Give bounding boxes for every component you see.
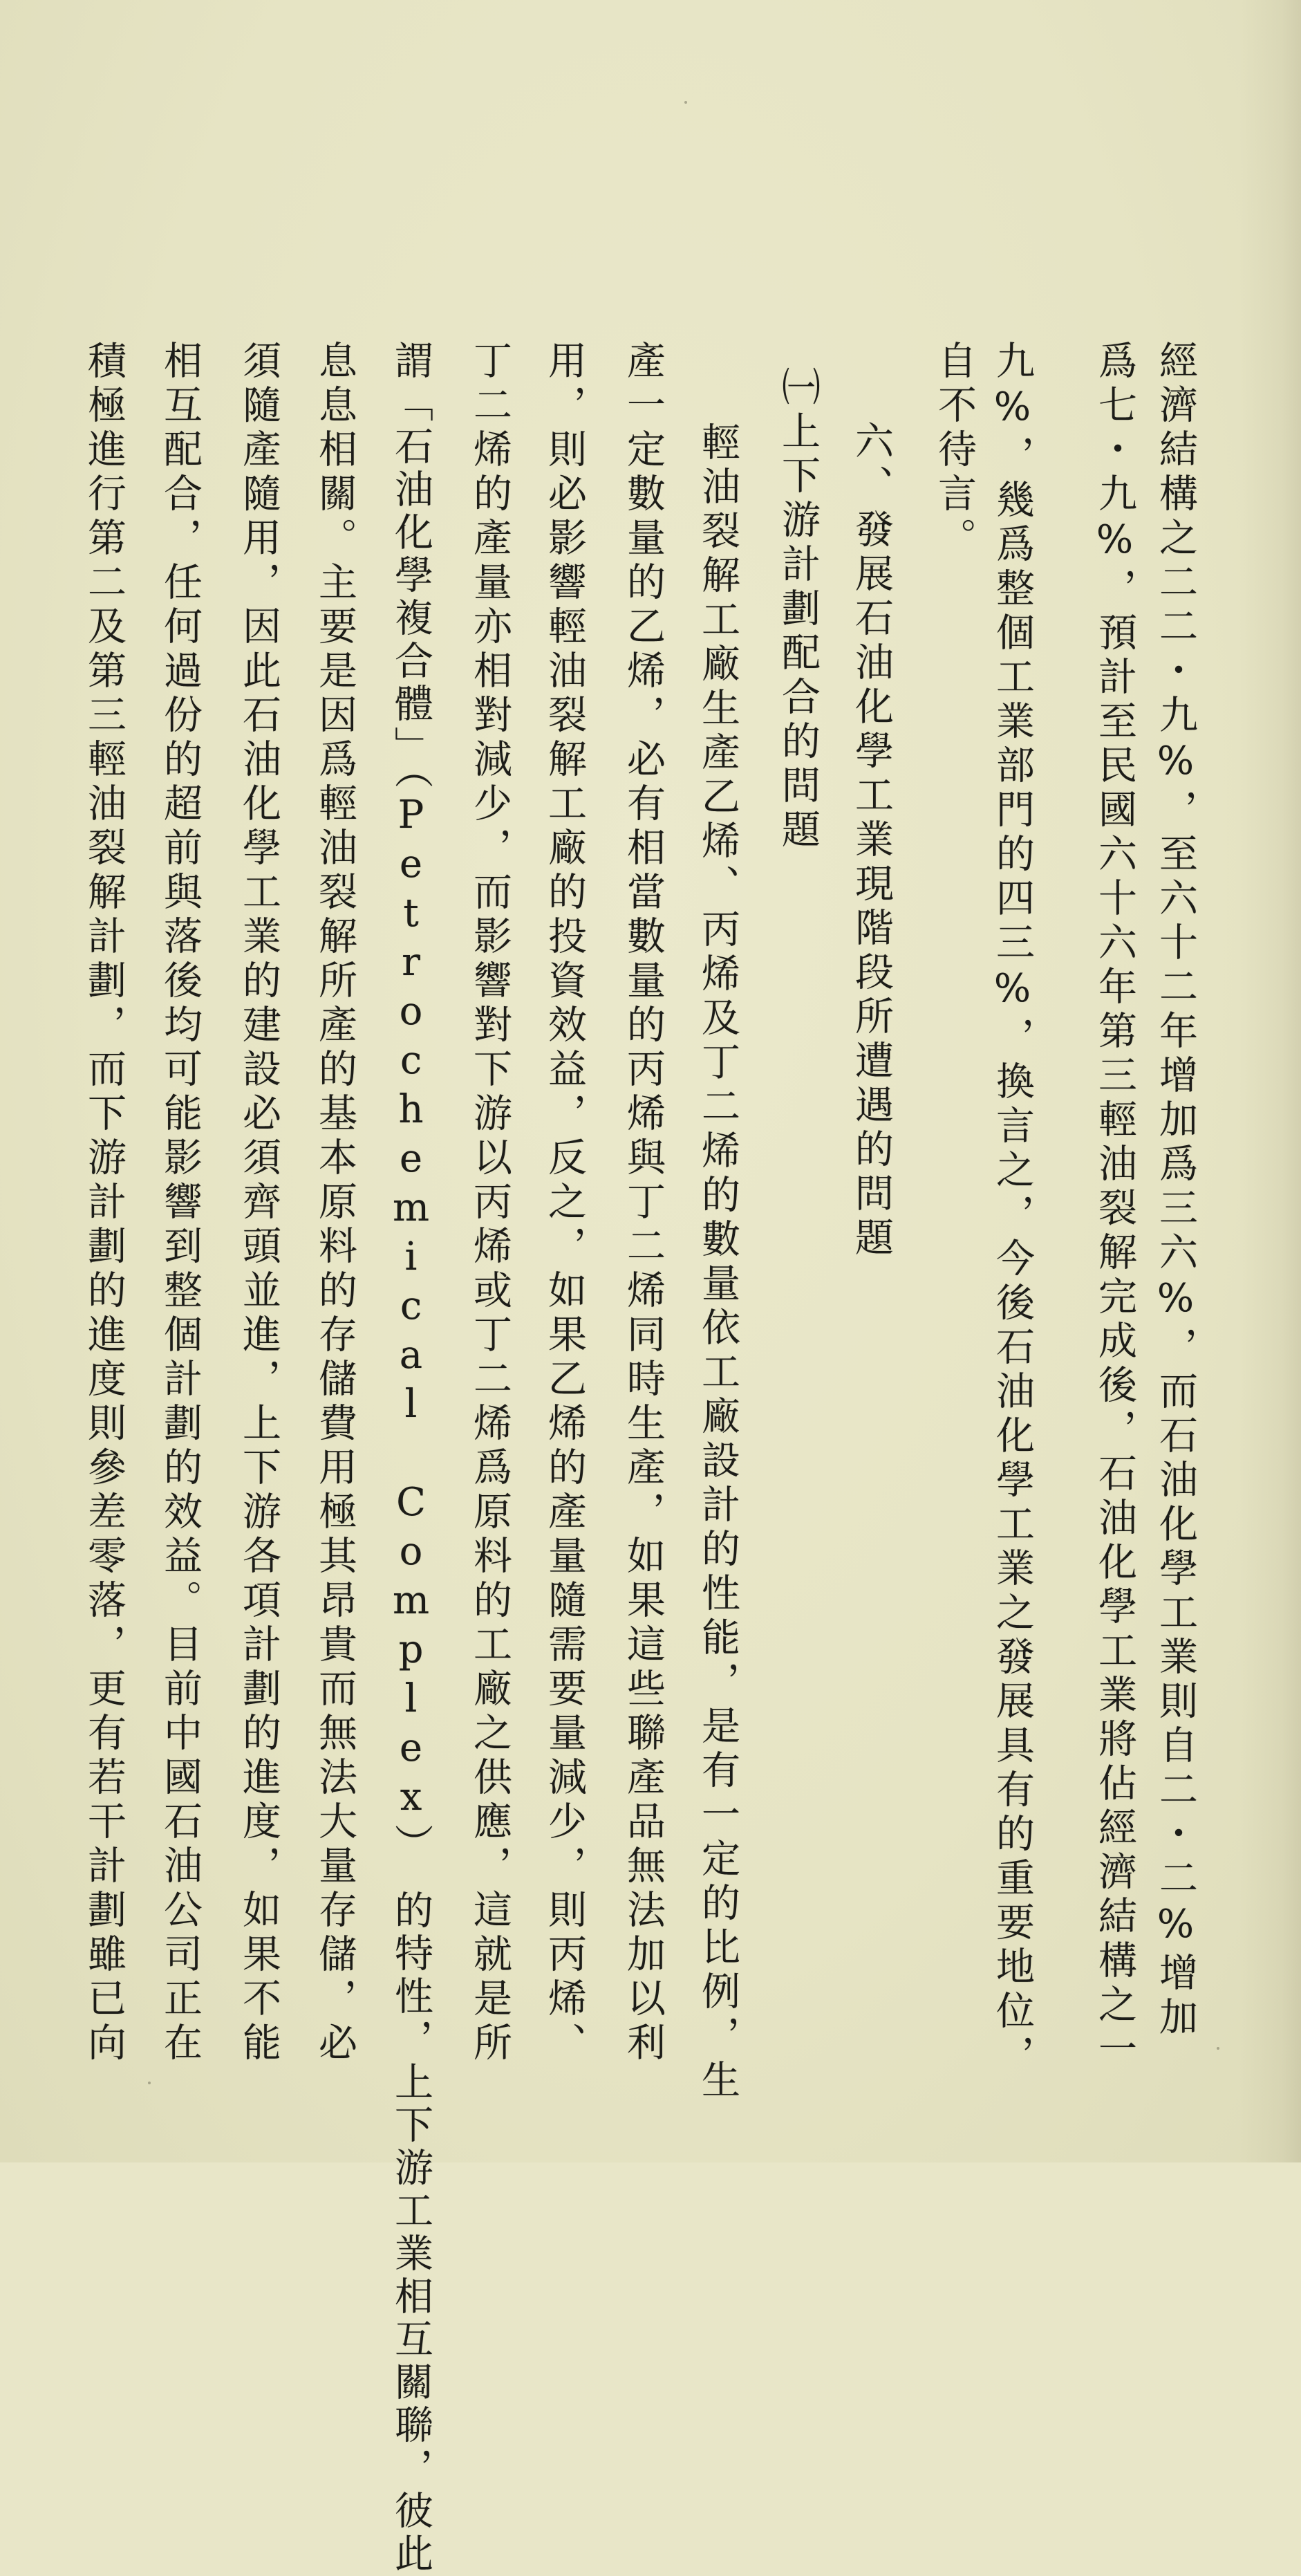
text-column-10: 丁二烯的產量亦相對減少，而影響對下游以丙烯或丁二烯爲原料的工廠之供應，這就是所 [467, 340, 512, 2066]
text-column-15: 積極進行第二及第三輕油裂解計劃，而下游計劃的進度則參差零落，更有若干計劃雖已向 [82, 340, 127, 2066]
text-column-1: 經濟結構之二二・九%，至六十二年增加爲三六%，而石油化學工業則自二・二%增加 [1153, 340, 1198, 2041]
text-column-13: 須隨產隨用，因此石油化學工業的建設必須齊頭並進，上下游各項計劃的進度，如果不能 [236, 340, 281, 2066]
text-column-4: 自不待言。 [932, 340, 977, 562]
text-column-11: 謂「石油化學複合體」（Petrochemical Complex） 的特性，上下游工業相互關聯，彼此 [389, 340, 433, 2576]
text-column-12: 息息相關。主要是因爲輕油裂解所產的基本原料的存儲費用極其昂貴而無法大量存儲，必 [312, 340, 357, 2066]
subsection-heading: ㈠上下游計劃配合的問題 [776, 367, 821, 853]
text-column-7: 輕油裂解工廠生產乙烯、丙烯及丁二烯的數量依工廠設計的性能，是有一定的比例，生 [695, 422, 740, 2104]
section-heading: 六、發展石油化學工業現階段所遭遇的問題 [849, 420, 894, 1261]
text-column-8: 產一定數量的乙烯，必有相當數量的丙烯與丁二烯同時生產，如果這些聯產品無法加以利 [621, 340, 666, 2066]
text-column-2: 爲七・九%，預計至民國六十六年第三輕油裂解完成後，石油化學工業將佔經濟結構之一 [1092, 340, 1137, 2073]
text-column-9: 用，則必影響輕油裂解工廠的投資效益，反之，如果乙烯的產量隨需要量減少，則丙烯、 [542, 340, 587, 2066]
paper-speck [684, 101, 687, 104]
text-column-14: 相互配合，任何過份的超前與落後均可能影響到整個計劃的效益。目前中國石油公司正在 [158, 340, 203, 2066]
paper-speck [1217, 2047, 1219, 2050]
binding-gutter-shadow [1239, 0, 1301, 2162]
paper-speck [148, 2082, 151, 2084]
text-column-3: 九%，幾爲整個工業部門的四三%，換言之，今後石油化學工業之發展具有的重要地位， [990, 340, 1035, 2079]
